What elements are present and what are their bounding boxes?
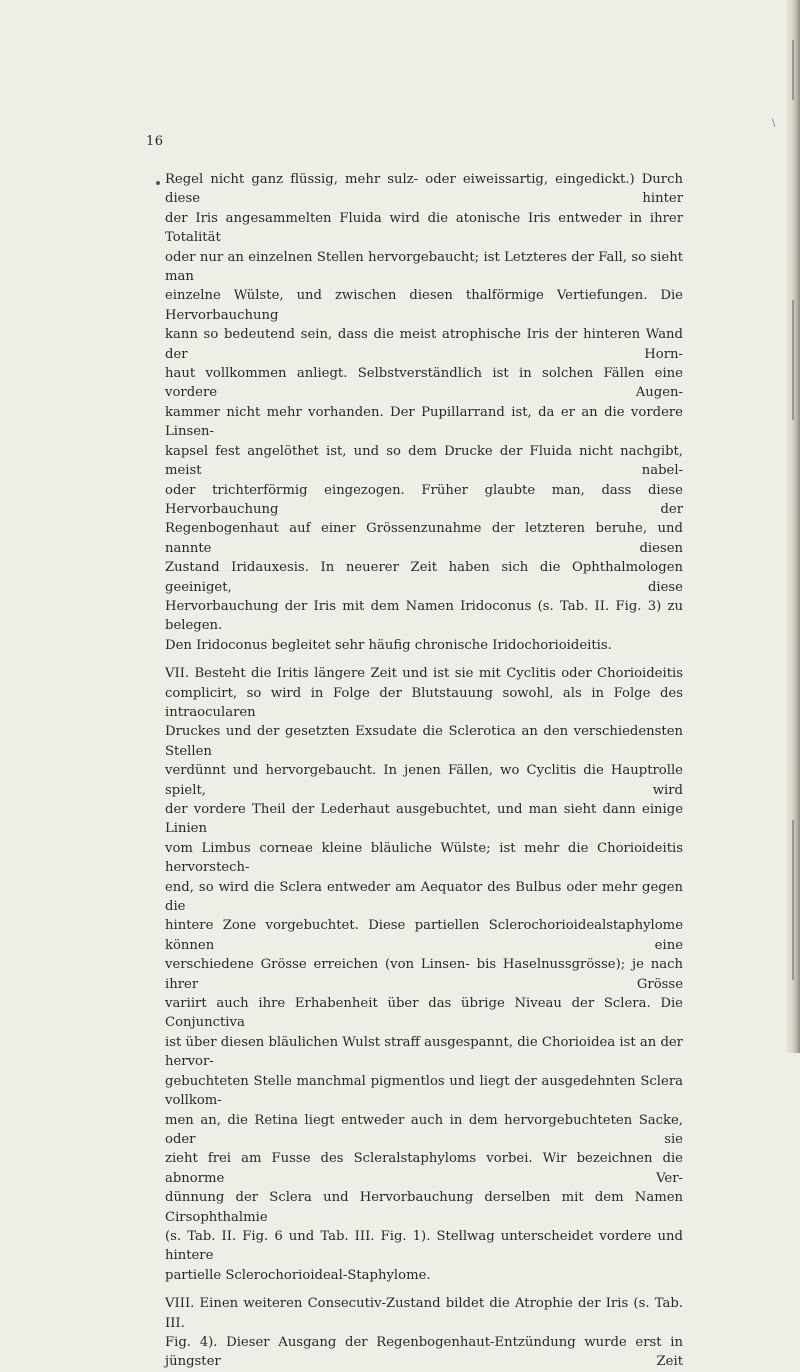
text-line: complicirt, so wird in Folge der Blutstauung sowohl, als in Folge des intraocularen	[165, 685, 683, 720]
edge-mark	[792, 300, 794, 420]
text-line: partielle Sclerochorioideal-Staphylome.	[165, 1267, 431, 1283]
text-line: (s. Tab. II. Fig. 6 und Tab. III. Fig. 1). Stellwag unterscheidet vordere und hintere	[165, 1228, 683, 1264]
text-line: haut vollkommen anliegt. Selbstverständlich ist in solchen Fällen eine vordere Augen-	[165, 366, 683, 401]
text-line: dünnung der Sclera und Hervorbauchung derselben mit dem Namen Cirsophthalmie	[165, 1190, 683, 1225]
text-line: Fig. 4). Dieser Ausgang der Regenbogenhaut-Entzündung wurde erst in jüngster Zeit	[165, 1334, 683, 1370]
text-line: Den Iridoconus begleitet sehr häufig chronische Iridochorioideitis.	[165, 637, 612, 653]
scan-speck: \	[772, 118, 776, 129]
text-line: gebuchteten Stelle manchmal pigmentlos und liegt der ausgedehnten Sclera vollkom-	[165, 1073, 683, 1109]
text-line: Hervorbauchung der Iris mit dem Namen Iridoconus (s. Tab. II. Fig. 3) zu belegen.	[165, 598, 683, 634]
text-line: der Iris angesammelten Fluida wird die atonische Iris entweder in ihrer Totalität	[165, 210, 683, 246]
page-edge-shadow	[786, 0, 800, 1053]
text-line: kammer nicht mehr vorhanden. Der Pupillarrand ist, da er an die vordere Linsen-	[165, 404, 683, 440]
text-line: ist über diesen bläulichen Wulst straff ausgespannt, die Chorioidea ist an der hervor-	[165, 1034, 683, 1070]
text-line: vom Limbus corneae kleine bläuliche Wülste; ist mehr die Chorioideitis hervorstech-	[165, 840, 683, 876]
text-line: VIII. Einen weiteren Consecutiv-Zustand bildet die Atrophie der Iris (s. Tab. III.	[165, 1296, 683, 1331]
text-line: Regel nicht ganz flüssig, mehr sulz- oder eiweissartig, eingedickt.) Durch diese hinter	[165, 172, 683, 207]
margin-dot	[156, 181, 160, 185]
text-line: kann so bedeutend sein, dass die meist atrophische Iris der hinteren Wand der Horn-	[165, 327, 683, 362]
page-number: 16	[146, 134, 164, 149]
text-line: oder trichterförmig eingezogen. Früher glaubte man, dass diese Hervorbauchung der	[165, 482, 683, 517]
text-line: oder nur an einzelnen Stellen hervorgebaucht; ist Letzteres der Fall, so sieht man	[165, 249, 683, 285]
text-line: VII. Besteht die Iritis längere Zeit und ist sie mit Cyclitis oder Chorioideitis	[165, 666, 683, 682]
text-line: einzelne Wülste, und zwischen diesen thalförmige Vertiefungen. Die Hervorbauchung	[165, 288, 683, 323]
text-line: hintere Zone vorgebuchtet. Diese partiellen Sclerochorioidealstaphylome können eine	[165, 918, 683, 953]
text-line: zieht frei am Fusse des Scleralstaphyloms vorbei. Wir bezeichnen die abnorme Ver-	[165, 1151, 683, 1186]
text-line: kapsel fest angelöthet ist, und so dem Drucke der Fluida nicht nachgibt, meist nabel-	[165, 443, 683, 479]
edge-mark	[792, 40, 794, 100]
text-line: variirt auch ihre Erhabenheit über das übrige Niveau der Sclera. Die Conjunctiva	[165, 996, 683, 1031]
text-line: Zustand Iridauxesis. In neuerer Zeit haben sich die Ophthalmologen geeiniget, diese	[165, 560, 683, 595]
edge-mark	[792, 820, 794, 980]
text-line: verschiedene Grösse erreichen (von Linsen- bis Haselnussgrösse); je nach ihrer Grösse	[165, 957, 683, 992]
text-line: end, so wird die Sclera entweder am Aequator des Bulbus oder mehr gegen die	[165, 879, 683, 915]
text-line: verdünnt und hervorgebaucht. In jenen Fällen, wo Cyclitis die Hauptrolle spielt, wird	[165, 763, 683, 798]
text-line: Regenbogenhaut auf einer Grössenzunahme der letzteren beruhe, und nannte diesen	[165, 521, 683, 556]
body-text	[165, 170, 683, 1372]
text-line: men an, die Retina liegt entweder auch in dem hervorgebuchteten Sacke, oder sie	[165, 1112, 683, 1147]
text-line: der vordere Theil der Lederhaut ausgebuchtet, und man sieht dann einige Linien	[165, 802, 683, 837]
text-line: Druckes und der gesetzten Exsudate die Sclerotica an den verschiedensten Stellen	[165, 724, 683, 759]
